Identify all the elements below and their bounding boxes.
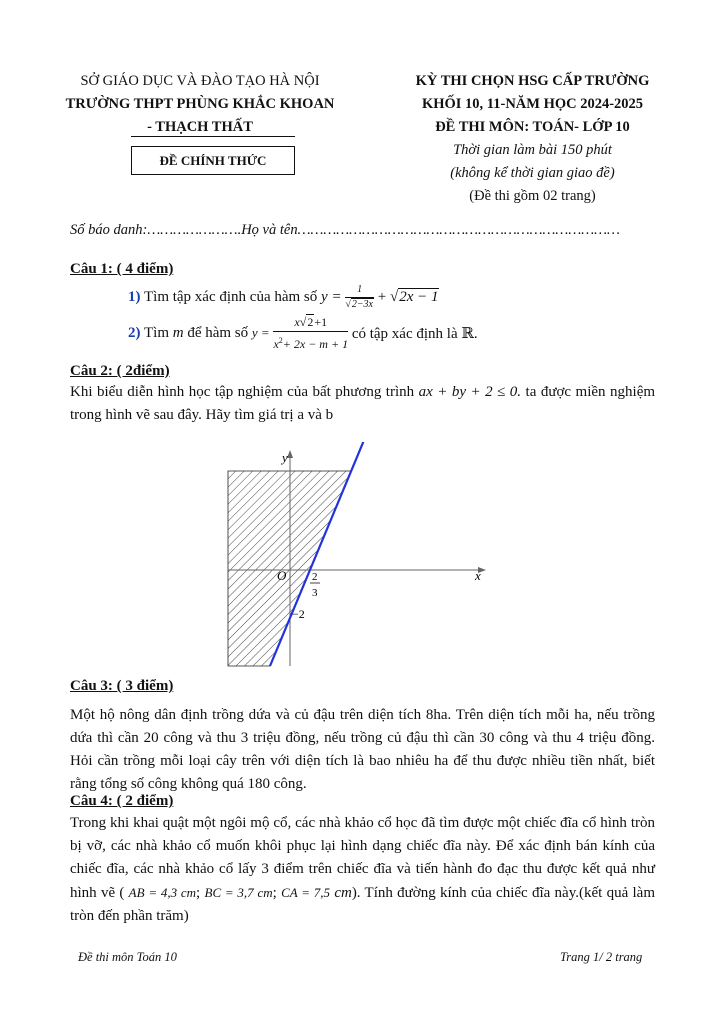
exam-pages-note: (Đề thi gồm 02 trang) [469,188,596,204]
q1-item1: 1) Tìm tập xác định của hàm số y = $\frac{1}{√2-3x}$ + √2x − 1 [128,284,439,310]
q1-item2-fraction: $\frac{x√2+1}{x^2+ 2x - m + 1}$ [273,315,349,351]
header-right [370,70,695,208]
q1-item1-text: Tìm tập xác định của hàm số [143,288,318,305]
school-name: TRƯỜNG THPT PHÙNG KHẮC KHOAN [65,96,335,112]
school-district: - THẠCH THẤT [147,119,253,135]
footer-right: Trang 1/ 2 trang [560,950,643,964]
q1-item2-den-x: x [273,337,279,351]
q4-title: Câu 4: ( 2 điểm) [70,793,174,809]
x-axis-label: x [475,568,481,583]
q1-item1-frac-den: 2−3x [351,299,373,310]
q2-text-b: ta được miền nghiệm trong hình vẽ sau đây. Hãy tìm giá trị a và b [70,384,656,423]
q1-item2-text-b: để hàm số [187,324,249,341]
exam-subject: ĐỀ THI MÔN: TOÁN- LỚP 10 [435,119,630,135]
q1-item1-number: 1) [128,288,141,305]
header-divider [131,136,295,137]
q4-text-b: ). Tính đường kính của chiếc đĩa này.(kết quả làm tròn đến phần trăm) [70,885,656,924]
q1-item2 [128,313,478,353]
candidate-info-line: Số báo danh:………………….Họ và tên………………………………………………………………… [70,222,620,238]
q1-item2-m: m [172,324,184,341]
q4-ca: CA = 7,5 [281,885,331,900]
exam-duration-note: (không kể thời gian giao đề) [450,165,615,181]
q1-item2-text-c: có tập xác định là ℝ. [351,325,478,342]
q1-item1-plus: + [377,288,387,305]
q1-item1-fraction: $\frac{1}{√2-3x}$ [345,284,373,310]
q3-text: Một hộ nông dân định trồng dứa và củ đậu trên diện tích 8ha. Trên diện tích mỗi ha, nếu trồng dứa thì cần 20 công và thu 3 triệu đồng, nếu trồng củ đậu thì cần 30 công và thu 4 triệu đồng. Hỏi cần trồng mỗi loại cây trên với diện tích là bao nhiêu ha để thu được nhiều tiền nhất, biết rằng tổng số công không quá 180 công. [70,707,655,792]
q2-text-a: Khi biểu diễn hình học tập nghiệm của bất phương trình [70,384,415,400]
official-exam-box: ĐỀ CHÍNH THỨC [131,146,295,175]
q4-text: Trong khi khai quật một ngôi mộ cổ, các nhà khảo cổ học đã tìm được một chiếc đĩa cổ hình tròn bị vỡ, các nhà khảo cổ muốn khôi phục lại hình dạng chiếc đĩa này. Để xác định bán kính của chiếc đĩa, các nhà khảo cổ lấy 3 điểm trên chiếc đĩa và tiến hành đo đạc thu được kết quả như hình vẽ ( AB = 4,3 cm; BC = 3,7 cm; CA = 7,5 cm). Tính đường kính của chiếc đĩa này.(kết quả làm tròn đến phần trăm) [70,815,656,924]
q4-bc: BC = 3,7 cm [204,885,273,900]
q1-title: Câu 1: ( 4 điểm) [70,261,174,277]
footer-left: Đề thi môn Toán 10 [78,950,177,964]
header-left [40,70,360,139]
y-axis-arrow-icon [287,450,293,458]
x-intercept-numerator: 2 [312,571,318,583]
exam-grade-year: KHỐI 10, 11-NĂM HỌC 2024-2025 [421,96,644,112]
q3-title: Câu 3: ( 3 điểm) [70,678,174,694]
q1-item2-y: y = [251,324,270,340]
q1-item2-num-root: 2 [307,315,314,329]
q4-unit: cm [334,885,352,901]
origin-label: O [277,568,287,583]
x-intercept-denominator: 3 [312,587,318,599]
q1-item1-y: y = [321,288,342,305]
q2-title: Câu 2: ( 2điểm) [70,363,170,379]
q1-item2-num-tail: +1 [314,315,328,329]
q1-item2-den-exp: 2 [278,336,283,345]
q1-item2-text-a: Tìm [143,324,169,341]
q1-item1-frac-num: 1 [345,283,374,298]
q4-text-a: Trong khi khai quật một ngôi mộ cổ, các nhà khảo cổ học đã tìm được một chiếc đĩa cổ hình tròn bị vỡ, các nhà khảo cổ muốn khôi phục lại hình dạng chiếc đĩa này. Để xác định bán kính của chiếc đĩa, các nhà khảo cổ lấy 3 điểm trên chiếc đĩa và tiến hành đo đạc thu được kết quả như hình vẽ ( [70,815,655,901]
exam-title: KỲ THI CHỌN HSG CẤP TRƯỜNG [415,73,650,89]
q4-ab: AB = 4,3 cm [128,885,197,900]
y-axis-label: y [282,450,288,465]
department-name: SỞ GIÁO DỤC VÀ ĐÀO TẠO HÀ NỘI [80,73,320,89]
q1-item2-number: 2) [128,324,141,341]
y-intercept-label: −2 [292,607,305,621]
q2-inequality: ax + by + 2 ≤ 0. [418,384,522,400]
q1-item1-root: 2x − 1 [399,288,439,305]
exam-duration: Thời gian làm bài 150 phút [453,142,612,158]
q1-item2-den-tail: + 2x − m + 1 [282,337,349,351]
solution-region-figure [222,442,500,667]
q1-item2-num-x: x [294,315,300,329]
q2-text [70,381,655,427]
